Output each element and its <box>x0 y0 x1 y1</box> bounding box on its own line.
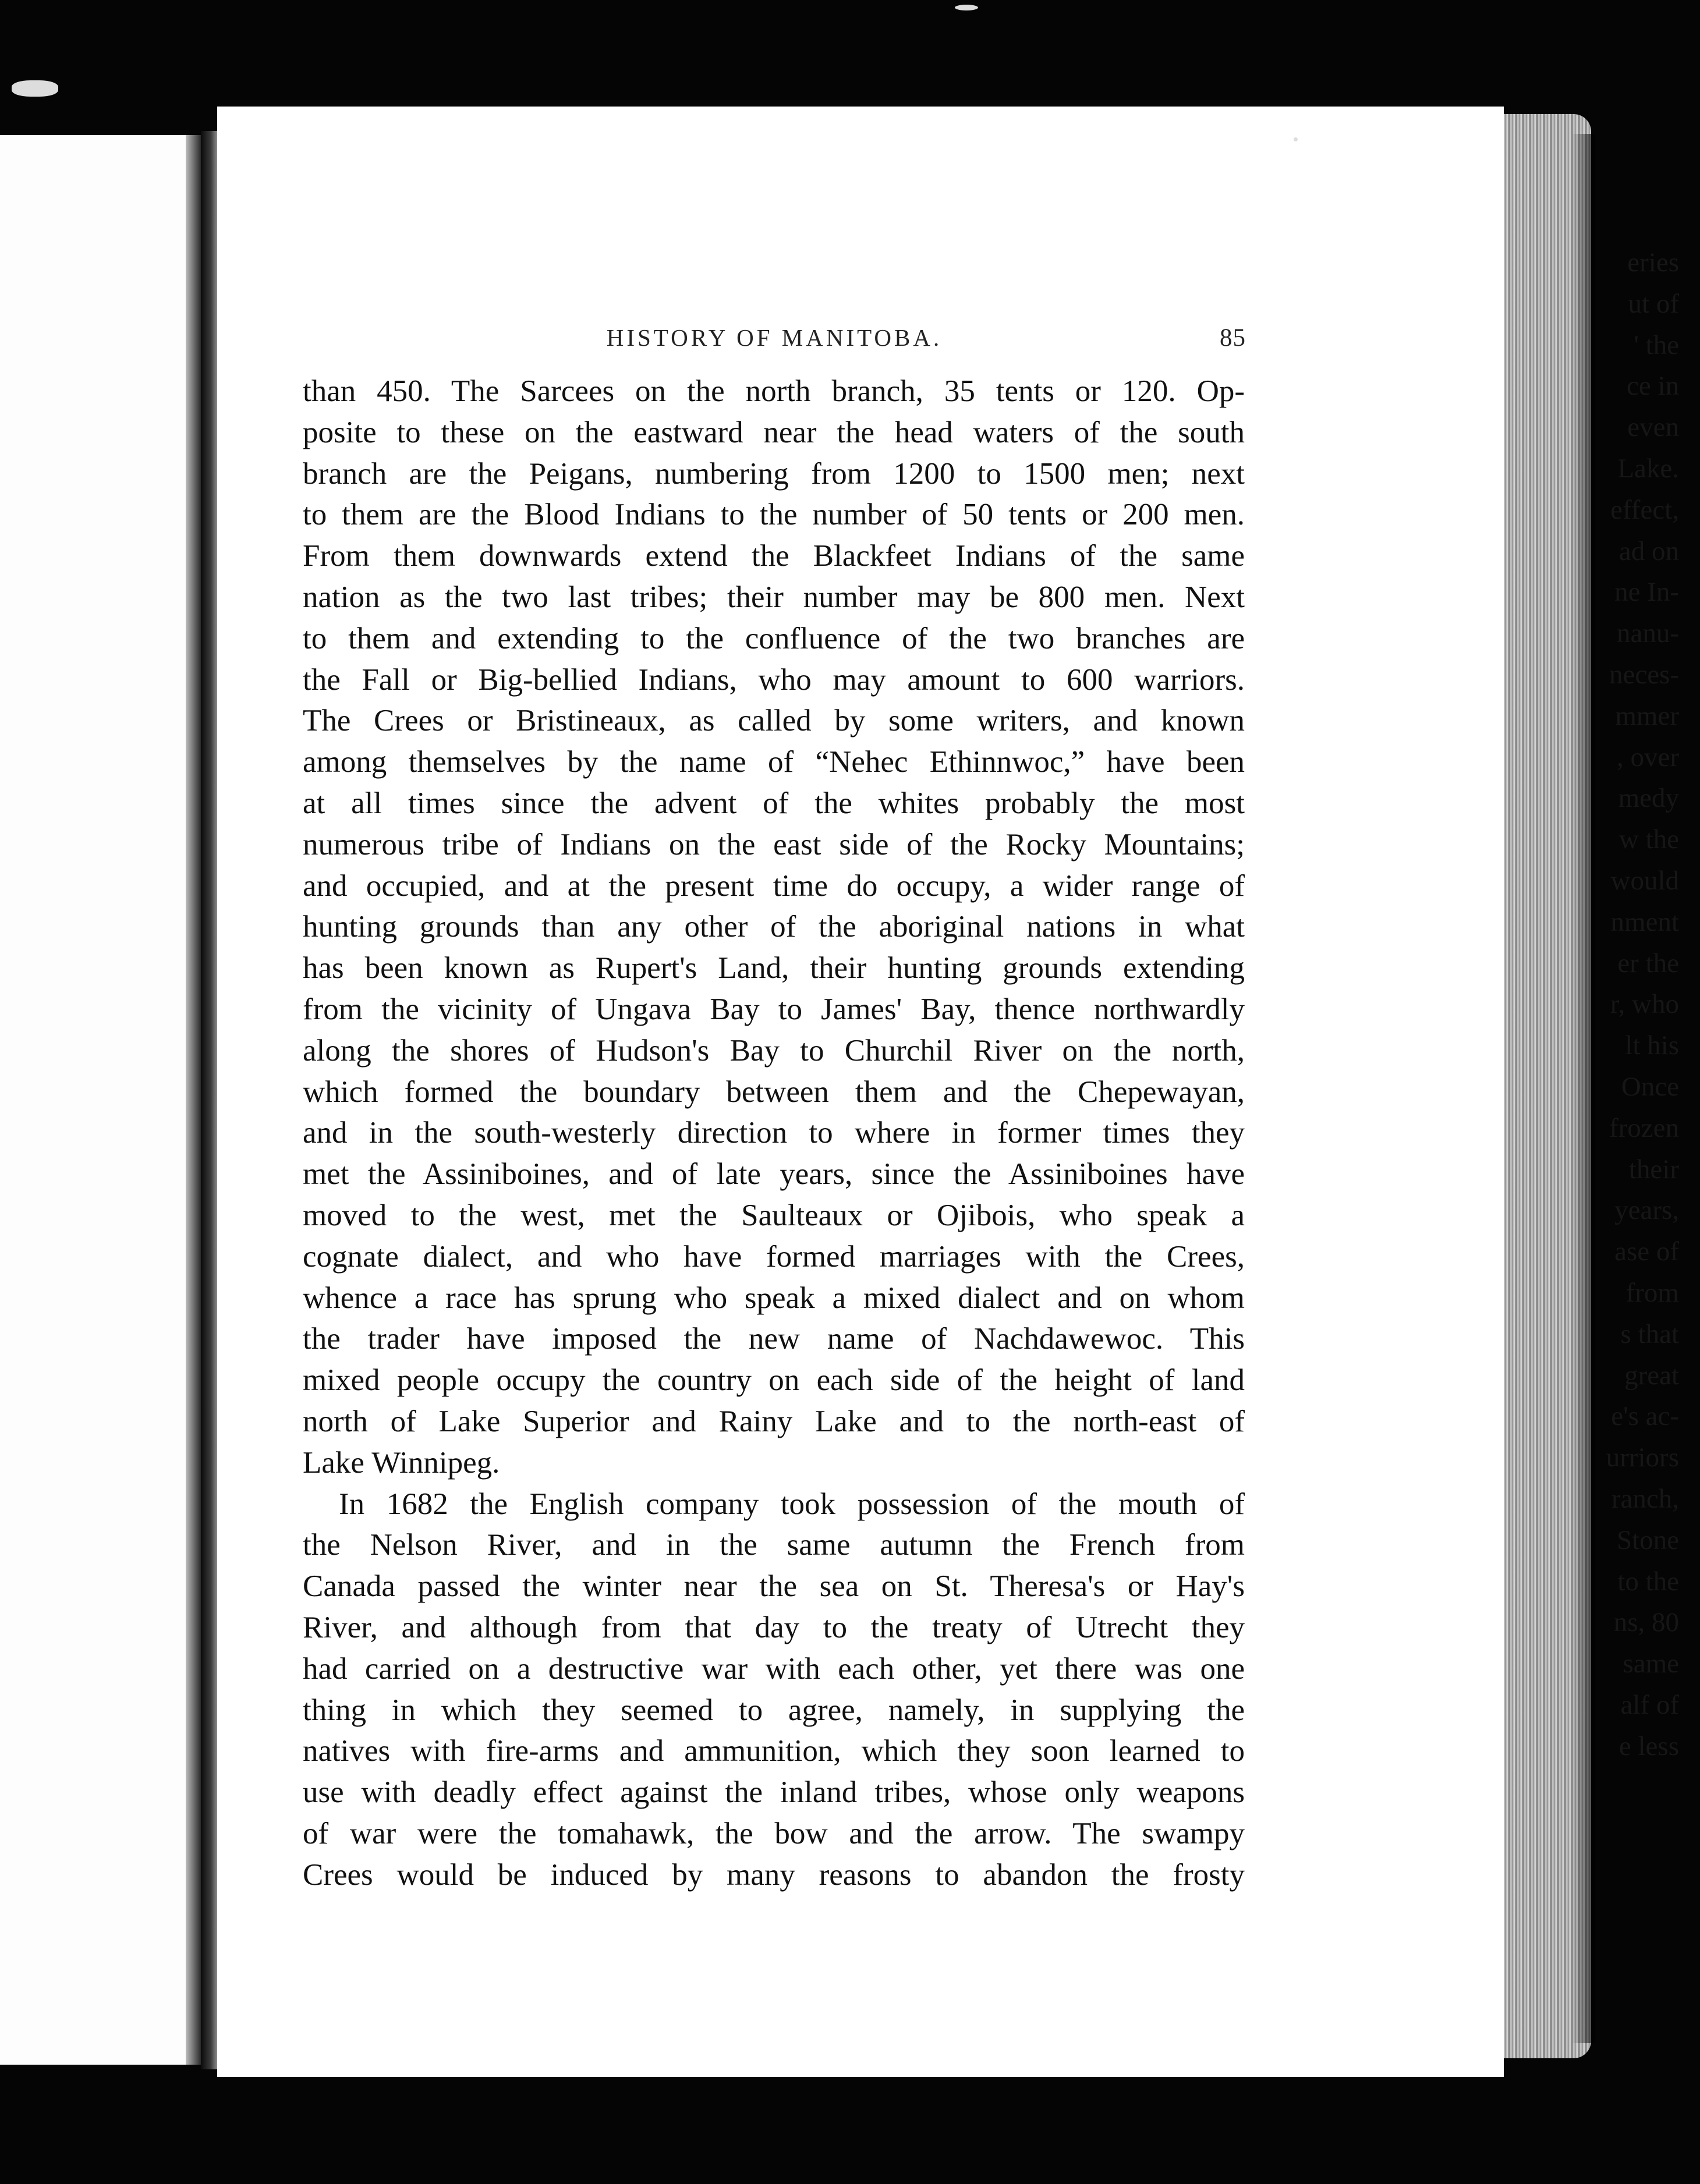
left-page <box>0 135 201 2065</box>
left-text-fragment: same <box>1623 1648 1679 1679</box>
left-text-fragment: e less <box>1618 1731 1679 1761</box>
book-spine-shadow <box>201 131 217 2069</box>
text-line: thing in which they seemed to agree, namely, in supplying the <box>303 1693 1245 1727</box>
left-text-fragment: even <box>1627 412 1679 443</box>
left-text-fragment: s that <box>1620 1318 1679 1349</box>
left-text-fragment: eries <box>1627 247 1679 278</box>
text-line: posite to these on the eastward near the head waters of the south <box>303 415 1245 449</box>
text-line: has been known as Rupert's Land, their hunting grounds extending <box>303 951 1245 985</box>
text-line: and occupied, and at the present time do occupy, a wider range of <box>303 868 1245 903</box>
text-line: north of Lake Superior and Rainy Lake and to the north-east of <box>303 1404 1245 1438</box>
left-text-fragment: ranch, <box>1611 1483 1679 1514</box>
left-text-fragment: Once <box>1621 1071 1679 1102</box>
text-line: from the vicinity of Ungava Bay to James' Bay, thence northwardly <box>303 992 1245 1026</box>
text-line: In 1682 the English company took possession of the mouth of <box>339 1487 1245 1521</box>
left-text-fragment: e's ac- <box>1611 1401 1679 1432</box>
left-text-fragment: urriors <box>1606 1442 1679 1473</box>
text-line: nation as the two last tribes; their number may be 800 men. Next <box>303 580 1245 614</box>
left-text-fragment: Stone <box>1616 1524 1679 1555</box>
text-line: Lake Winnipeg. <box>303 1445 500 1480</box>
text-line: to them and extending to the confluence of the two branches are <box>303 621 1245 655</box>
text-line: along the shores of Hudson's Bay to Churchil River on the north, <box>303 1033 1245 1068</box>
left-text-fragment: er the <box>1617 948 1679 978</box>
text-line: the Fall or Big-bellied Indians, who may amount to 600 warriors. <box>303 662 1245 697</box>
text-line: had carried on a destructive war with each other, yet there was one <box>303 1651 1245 1686</box>
text-line: Canada passed the winter near the sea on St. Theresa's or Hay's <box>303 1569 1245 1604</box>
left-text-fragment: their <box>1628 1154 1679 1185</box>
left-text-fragment: frozen <box>1609 1112 1679 1143</box>
left-text-fragment: nment <box>1610 906 1679 937</box>
text-line: the Nelson River, and in the same autumn the French from <box>303 1528 1245 1562</box>
text-line: moved to the west, met the Saulteaux or Ojibois, who speak a <box>303 1198 1245 1232</box>
dust-speck <box>955 5 978 10</box>
text-line: use with deadly effect against the inland tribes, whose only weapons <box>303 1775 1245 1810</box>
text-line: The Crees or Bristineaux, as called by some writers, and known <box>303 704 1245 738</box>
text-line: which formed the boundary between them and the Chepewayan, <box>303 1075 1245 1109</box>
left-text-fragment: mmer <box>1615 700 1679 731</box>
text-line: and in the south-westerly direction to where in former times they <box>303 1116 1245 1150</box>
text-line: hunting grounds than any other of the aboriginal nations in what <box>303 910 1245 944</box>
text-line: of war were the tomahawk, the bow and the arrow. The swampy <box>303 1816 1245 1850</box>
text-line: to them are the Blood Indians to the number of 50 tents or 200 men. <box>303 498 1245 532</box>
left-text-fragment: ce in <box>1626 371 1679 402</box>
left-text-fragment: neces- <box>1609 659 1679 690</box>
body-text <box>303 371 1245 1895</box>
dust-speck <box>1294 137 1298 141</box>
left-text-fragment: medy <box>1618 783 1679 814</box>
text-line: the trader have imposed the new name of Nachdawewoc. This <box>303 1322 1245 1356</box>
left-text-fragment: alf of <box>1620 1689 1679 1720</box>
dust-speck <box>12 80 58 97</box>
text-line: mixed people occupy the country on each side of the height of land <box>303 1363 1245 1398</box>
text-line: whence a race has sprung who speak a mixed dialect and on whom <box>303 1281 1245 1315</box>
left-text-fragment: ns, 80 <box>1613 1607 1679 1638</box>
left-text-fragment: effect, <box>1610 494 1679 525</box>
left-text-fragment: , over <box>1616 742 1679 772</box>
left-text-fragment: from <box>1625 1277 1679 1308</box>
left-text-fragment: would <box>1610 865 1679 896</box>
left-text-fragment: to the <box>1617 1566 1679 1597</box>
left-text-fragment: w the <box>1618 824 1679 855</box>
left-text-fragment: Lake. <box>1617 453 1679 484</box>
left-text-fragment: nanu- <box>1616 618 1679 649</box>
text-line: natives with fire-arms and ammunition, which they soon learned to <box>303 1734 1245 1768</box>
text-line: branch are the Peigans, numbering from 1200 to 1500 men; next <box>303 456 1245 491</box>
text-line: From them downwards extend the Blackfeet Indians of the same <box>303 539 1245 573</box>
left-text-fragment: r, who <box>1610 989 1679 1020</box>
text-line: met the Assiniboines, and of late years, since the Assiniboines have <box>303 1157 1245 1192</box>
left-page-gutter-shadow <box>186 135 201 2065</box>
left-text-fragment: lt his <box>1625 1030 1679 1061</box>
page-number: 85 <box>1220 324 1246 352</box>
left-text-fragment: ut of <box>1628 288 1679 319</box>
text-line: among themselves by the name of “Nehec Ethinnwoc,” have been <box>303 745 1245 779</box>
left-text-fragment: ase of <box>1614 1236 1679 1267</box>
left-text-fragment: ' the <box>1634 329 1679 360</box>
left-text-fragment: years, <box>1614 1195 1679 1226</box>
text-line: than 450. The Sarcees on the north branch, 35 tents or 120. Op- <box>303 374 1245 408</box>
page-edge-shadow <box>1572 134 1595 2043</box>
text-line: cognate dialect, and who have formed marriages with the Crees, <box>303 1239 1245 1274</box>
text-line: Crees would be induced by many reasons to abandon the frosty <box>303 1857 1245 1892</box>
left-text-fragment: ad on <box>1618 536 1679 566</box>
left-text-fragment: great <box>1624 1360 1679 1391</box>
left-text-fragment: ne In- <box>1614 577 1679 608</box>
text-line: at all times since the advent of the whites probably the most <box>303 786 1245 820</box>
running-head-title: HISTORY OF MANITOBA. <box>606 324 943 351</box>
text-line: numerous tribe of Indians on the east side of the Rocky Mountains; <box>303 827 1245 861</box>
text-line: River, and although from that day to the treaty of Utrecht they <box>303 1610 1245 1644</box>
